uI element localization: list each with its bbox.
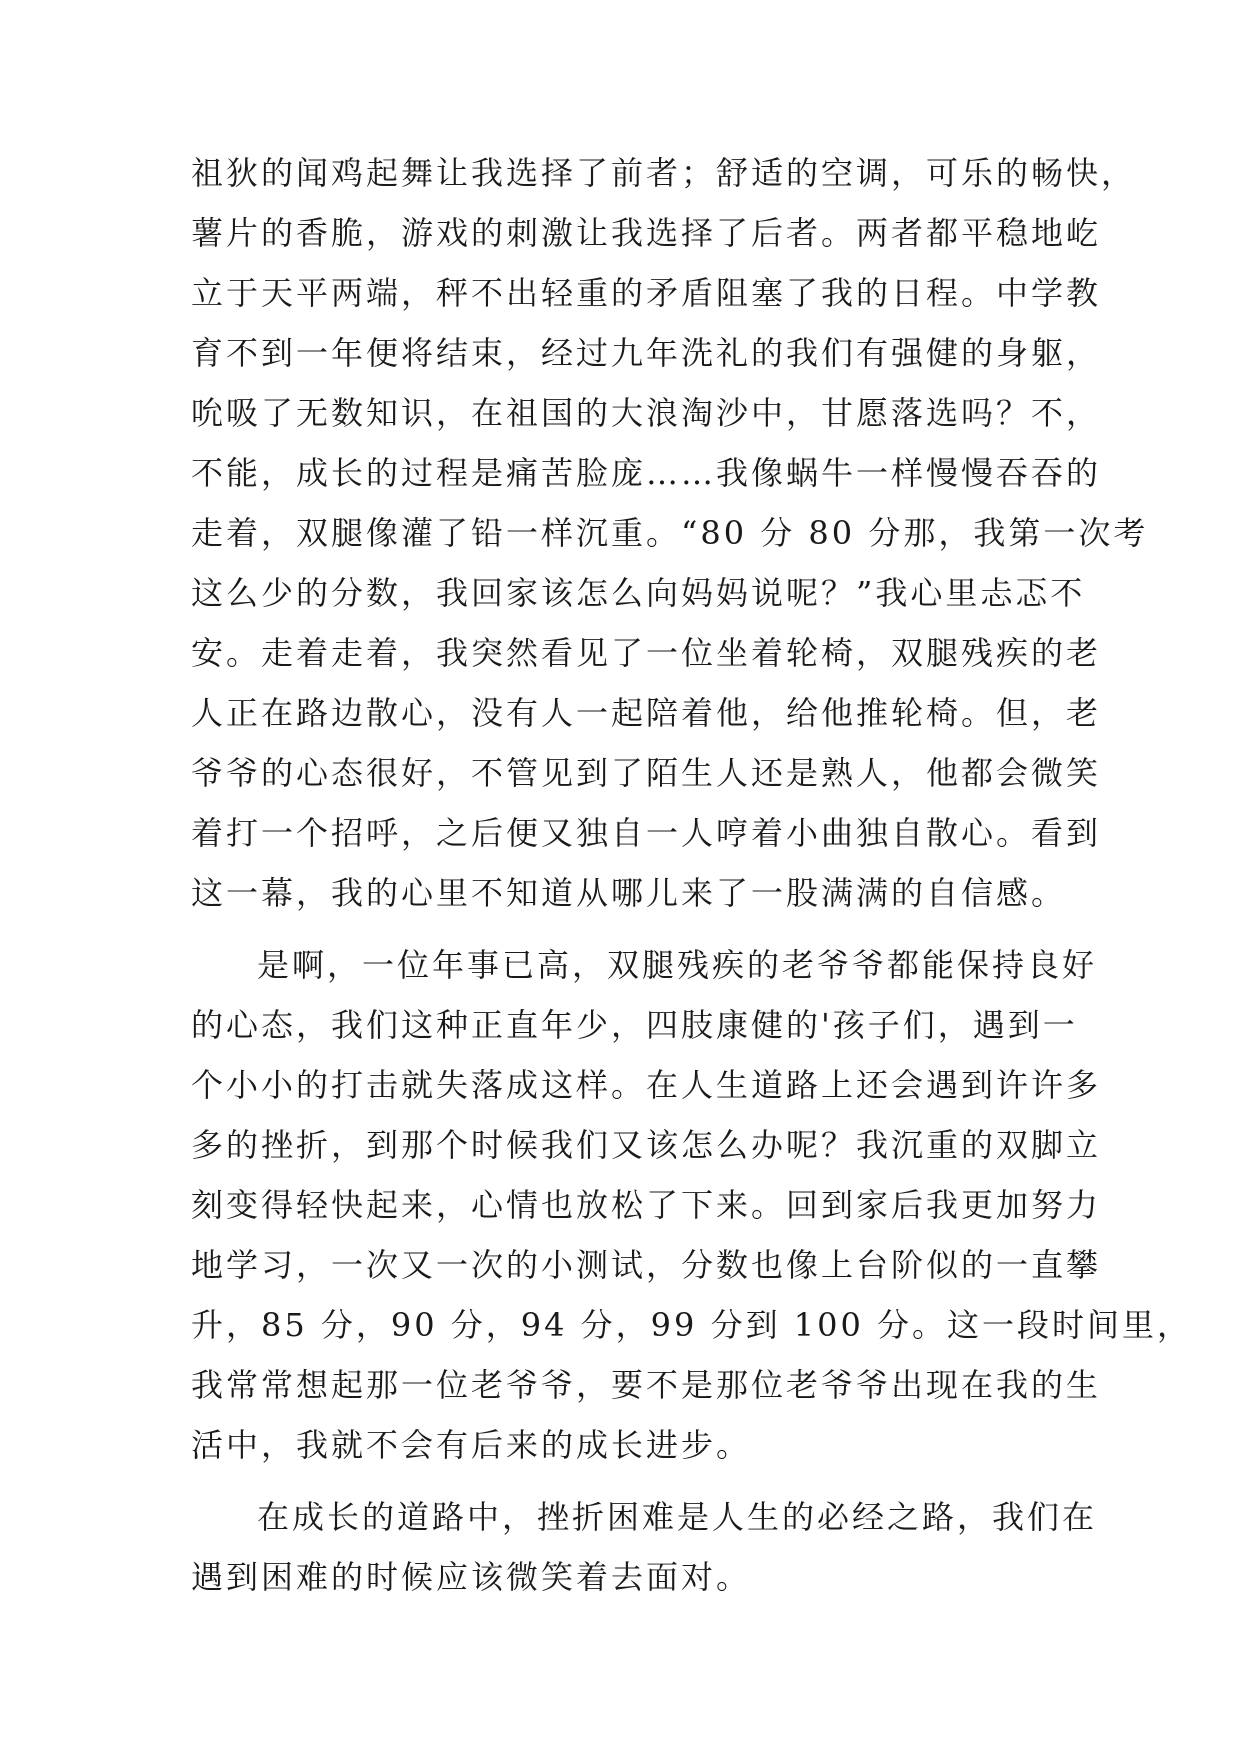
paragraph-3 xyxy=(191,1487,1098,1607)
text-line: 是啊，一位年事已高，双腿残疾的老爷爷都能保持良好 xyxy=(257,946,1098,984)
paragraph-2 xyxy=(191,935,1192,1475)
text-line: 吮吸了无数知识，在祖国的大浪淘沙中，甘愿落选吗？不， xyxy=(191,394,1102,432)
text-line: 人正在路边散心，没有人一起陪着他，给他推轮椅。但，老 xyxy=(191,694,1102,732)
text-line: 在成长的道路中，挫折困难是人生的必经之路，我们在 xyxy=(257,1498,1098,1536)
text-line: 薯片的香脆，游戏的刺激让我选择了后者。两者都平稳地屹 xyxy=(191,214,1102,252)
text-line: 走着，双腿像灌了铅一样沉重。“80 分 80 分那，我第一次考 xyxy=(191,514,1149,552)
text-line: 不能，成长的过程是痛苦脸庞……我像蜗牛一样慢慢吞吞的 xyxy=(191,454,1102,492)
text-line: 爷爷的心态很好，不管见到了陌生人还是熟人，他都会微笑 xyxy=(191,754,1102,792)
essay-body xyxy=(191,143,1192,1607)
text-line: 祖狄的闻鸡起舞让我选择了前者；舒适的空调，可乐的畅快， xyxy=(191,154,1137,192)
text-line: 地学习，一次又一次的小测试，分数也像上台阶似的一直攀 xyxy=(191,1246,1102,1284)
paragraph-1 xyxy=(191,143,1149,923)
text-line: 的心态，我们这种正直年少，四肢康健的'孩子们，遇到一 xyxy=(191,1006,1078,1044)
paragraph-spacer xyxy=(191,1475,1051,1487)
text-line: 立于天平两端，秤不出轻重的矛盾阻塞了我的日程。中学教 xyxy=(191,274,1102,312)
text-line: 个小小的打击就失落成这样。在人生道路上还会遇到许许多 xyxy=(191,1066,1102,1104)
paragraph-spacer xyxy=(191,923,1051,935)
text-line: 着打一个招呼，之后便又独自一人哼着小曲独自散心。看到 xyxy=(191,814,1102,852)
text-line: 这一幕，我的心里不知道从哪儿来了一股满满的自信感。 xyxy=(191,874,1067,912)
text-line: 升，85 分，90 分，94 分，99 分到 100 分。这一段时间里， xyxy=(191,1306,1192,1344)
text-line: 多的挫折，到那个时候我们又该怎么办呢？我沉重的双脚立 xyxy=(191,1126,1102,1164)
text-line: 育不到一年便将结束，经过九年洗礼的我们有强健的身躯， xyxy=(191,334,1102,372)
text-line: 这么少的分数，我回家该怎么向妈妈说呢？”我心里忐忑不 xyxy=(191,574,1086,612)
text-line: 我常常想起那一位老爷爷，要不是那位老爷爷出现在我的生 xyxy=(191,1366,1102,1404)
text-line: 活中，我就不会有后来的成长进步。 xyxy=(191,1426,752,1464)
text-line: 安。走着走着，我突然看见了一位坐着轮椅，双腿残疾的老 xyxy=(191,634,1102,672)
text-line: 遇到困难的时候应该微笑着去面对。 xyxy=(191,1558,752,1596)
text-line: 刻变得轻快起来，心情也放松了下来。回到家后我更加努力 xyxy=(191,1186,1102,1224)
